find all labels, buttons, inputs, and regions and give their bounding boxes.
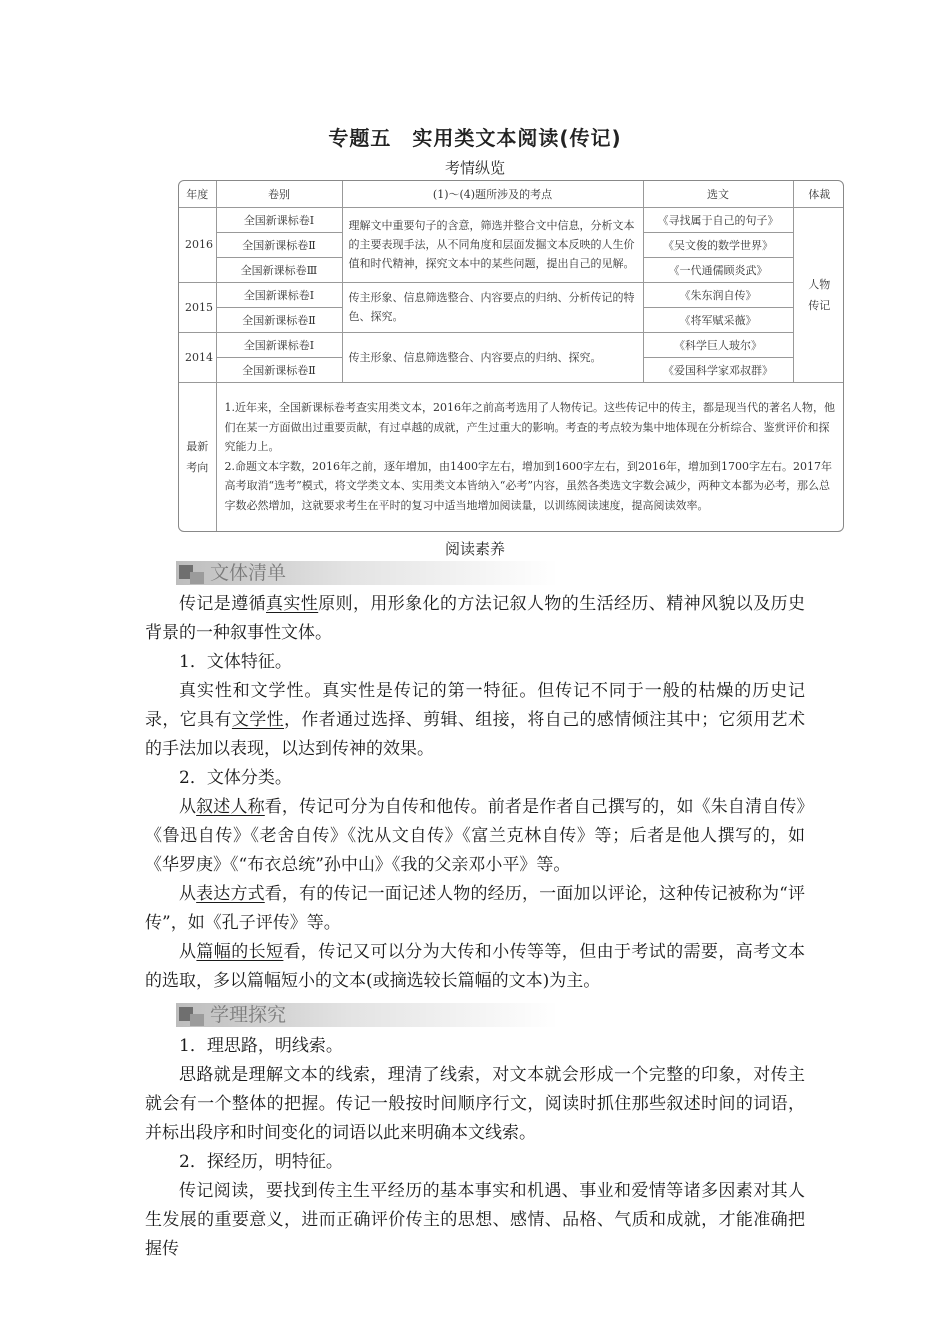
trend-label-line: 最新: [186, 439, 209, 453]
paragraph: 2．探经历，明特征。: [179, 1152, 343, 1172]
text-span: 真实性和文学性。真实性是传记的第一特征。但传记不同于一般的枯燥的历史记录，它具有: [145, 681, 805, 730]
year-cell: 2014: [179, 332, 216, 382]
underlined-term: 篇幅的长短: [196, 942, 284, 962]
section-heading-study: [176, 1003, 558, 1027]
paper-cell: 全国新课标卷Ⅰ: [216, 332, 342, 357]
text-span: 看，传记可分为自传和他传。前者是作者自己撰写的，如《朱自清自传》《鲁迅自传》《老舍自传》《沈从文自传》《富兰克林自传》等；后者是他人撰写的，如《华罗庚》《“布衣总统”孙中山》《我的父亲邓小平》等。: [145, 797, 806, 875]
text-cell: 《一代通儒顾炎武》: [643, 257, 793, 282]
paragraph: [145, 590, 805, 648]
genre-cell: [793, 207, 844, 382]
header-points: (1)～(4)题所涉及的考点: [342, 181, 643, 207]
text-cell: 《将军赋采薇》: [643, 307, 793, 332]
section-heading-text: 学理探究: [210, 1004, 287, 1026]
table-row: [179, 282, 844, 307]
trend-content: [216, 382, 844, 531]
table-row: [179, 332, 844, 357]
points-cell: 传主形象、信息筛选整合、内容要点的归纳、分析传记的特色、探究。: [342, 282, 643, 332]
paragraph: 传记阅读，要找到传主生平经历的基本事实和机遇、事业和爱情等诸多因素对其人生发展的重要意义，进而正确评价传主的思想、感情、品格、气质和成就，才能准确把握传: [145, 1181, 805, 1259]
genre-line: 人物: [808, 277, 831, 291]
page-title: 专题五 实用类文本阅读(传记): [328, 126, 622, 150]
underlined-term: 真实性: [266, 594, 319, 614]
trend-paragraph: 1.近年来，全国新课标卷考查实用类文本，2016年之前高考选用了人物传记。这些传记中的传主，都是现当代的著名人物，他们在某一方面做出过重要贡献，有过卓越的成就，产生过重大的影响。考查的考点较为集中地体现在分析综合、鉴赏评价和探究能力上。: [224, 401, 835, 454]
text-span: 看，传记又可以分为大传和小传等等，但由于考试的需要，高考文本的选取，多以篇幅短小的文本(或摘选较长篇幅的文本)为主。: [145, 942, 806, 991]
points-cell: 理解文中重要句子的含意，筛选并整合文中信息，分析文本的主要表现手法，从不同角度和层面发掘文本反映的人生价值和时代精神，探究文本中的某些问题，提出自己的见解。: [342, 207, 643, 282]
paper-cell: 全国新课标卷Ⅰ: [216, 282, 342, 307]
paper-cell: 全国新课标卷Ⅲ: [216, 257, 342, 282]
underlined-term: 文学性: [231, 710, 285, 730]
heading-square-icon: [190, 572, 204, 584]
year-cell: 2016: [179, 207, 216, 282]
text-span: 原则，用形象化的方法记叙人物的生活经历、精神风貌以及历史背景的一种叙事性文体。: [145, 594, 806, 643]
text-span: 从: [179, 884, 197, 904]
paragraph: 2．文体分类。: [179, 768, 292, 788]
paper-cell: 全国新课标卷Ⅱ: [216, 357, 342, 382]
text-cell: 《朱东润自传》: [643, 282, 793, 307]
text-cell: 《爱国科学家邓叔群》: [643, 357, 793, 382]
paragraph: [145, 880, 805, 938]
text-span: 看，有的传记一面记述人物的经历，一面加以评论，这种传记被称为“评传”，如《孔子评传》等。: [145, 884, 806, 933]
paragraph: [145, 793, 805, 880]
text-span: 从: [179, 797, 197, 817]
paper-cell: 全国新课标卷Ⅱ: [216, 232, 342, 257]
section-heading-text: 文体清单: [210, 562, 287, 584]
header-text: 选文: [643, 181, 793, 207]
trend-row: [179, 382, 844, 531]
table-header-row: [179, 181, 844, 207]
exam-overview-table: [178, 180, 844, 532]
header-year: 年度: [179, 181, 216, 207]
text-cell: 《寻找属于自己的句子》: [643, 207, 793, 232]
text-span: 传记是遵循: [179, 594, 266, 614]
underlined-term: 叙述人称: [196, 797, 265, 817]
underlined-term: 表达方式: [196, 884, 265, 904]
genre-line: 传记: [808, 298, 831, 312]
paragraph: 1．理思路，明线索。: [179, 1036, 343, 1056]
paragraph: [145, 677, 805, 764]
header-genre: 体裁: [793, 181, 844, 207]
text-cell: 《科学巨人玻尔》: [643, 332, 793, 357]
paper-cell: 全国新课标卷Ⅱ: [216, 307, 342, 332]
header-paper: 卷别: [216, 181, 342, 207]
text-span: ，作者通过选择、剪辑、组接，将自己的感情倾注其中；它须用艺术的手法加以表现，以达到传神的效果。: [145, 710, 806, 759]
table-caption: 考情纵览: [444, 159, 505, 177]
paper-cell: 全国新课标卷Ⅰ: [216, 207, 342, 232]
paragraph: 思路就是理解文本的线索，理清了线索，对文本就会形成一个完整的印象，对传主就会有一个整体的把握。传记一般按时间顺序行文，阅读时抓住那些叙述时间的词语，并标出段序和时间变化的词语以此来明确本文线索。: [145, 1065, 805, 1143]
trend-paragraph: 2.命题文本字数，2016年之前，逐年增加，由1400字左右，增加到1600字左右，到2016年，增加到1700字左右。2017年高考取消“选考”模式，将文学类文本、实用类文本皆纳入“必考”内容，虽然各类选文字数会减少，两种文本都为必考，那么总字数必然增加，这就要求考生在平时的复习中适当地增加阅读量，以训练阅读速度，提高阅读效率。: [224, 459, 832, 512]
trend-label-line: 考向: [186, 460, 209, 474]
year-cell: 2015: [179, 282, 216, 332]
paragraph: [145, 938, 805, 996]
reading-title: 阅读素养: [444, 540, 505, 558]
trend-label: [179, 382, 216, 531]
section-heading-genre-list: [176, 561, 558, 585]
heading-square-icon: [190, 1014, 204, 1026]
paragraph: 1．文体特征。: [179, 652, 292, 672]
text-span: 从: [179, 942, 197, 962]
points-cell: 传主形象、信息筛选整合、内容要点的归纳、探究。: [342, 332, 643, 382]
text-cell: 《吴文俊的数学世界》: [643, 232, 793, 257]
table-row: [179, 207, 844, 232]
